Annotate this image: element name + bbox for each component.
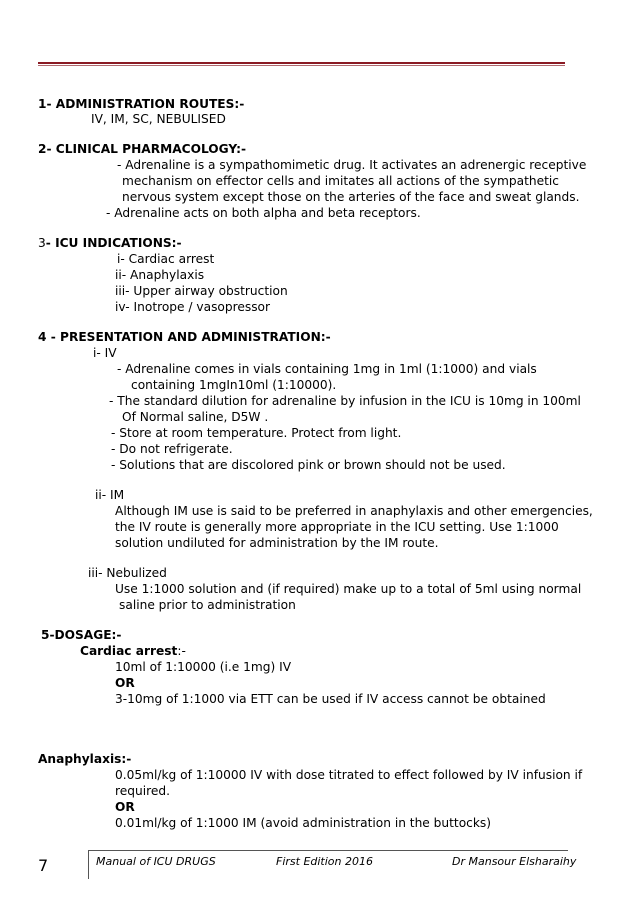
iv-line: Of Normal saline, D5W . <box>122 410 269 424</box>
header-rule-shadow <box>38 65 565 66</box>
indication-item: iii- Upper airway obstruction <box>115 284 288 298</box>
anaphylaxis-dose: 0.01ml/kg of 1:1000 IM (avoid administration in the buttocks) <box>115 816 492 830</box>
anaphylaxis-dose: 0.05ml/kg of 1:10000 IV with dose titrated to effect followed by IV infusion if <box>115 768 583 782</box>
im-line: Although IM use is said to be preferred in anaphylaxis and other emergencies, <box>115 504 593 518</box>
iv-line: - The standard dilution for adrenaline by infusion in the ICU is 10mg in 100ml <box>109 394 581 408</box>
cardiac-dose: 3-10mg of 1:1000 via ETT can be used if IV access cannot be obtained <box>115 692 546 706</box>
iv-line: - Adrenaline comes in vials containing 1mg in 1ml (1:1000) and vials <box>117 362 537 376</box>
or-label: OR <box>115 676 135 690</box>
cardiac-dose: 10ml of 1:10000 (i.e 1mg) IV <box>115 660 292 674</box>
footer-rule <box>88 850 568 851</box>
section-heading-pharmacology: 2- CLINICAL PHARMACOLOGY:- <box>38 142 247 156</box>
footer-author: Dr Mansour Elsharaihy <box>452 855 577 868</box>
indication-item: iv- Inotrope / vasopressor <box>115 300 271 314</box>
footer-edition: First Edition 2016 <box>276 855 373 868</box>
iv-line: containing 1mgIn10ml (1:10000). <box>131 378 337 392</box>
footer-divider <box>88 851 89 879</box>
pharmacology-line: - Adrenaline is a sympathomimetic drug. It activates an adrenergic receptive <box>117 158 587 172</box>
nebulized-line: Use 1:1000 solution and (if required) make up to a total of 5ml using normal <box>115 582 582 596</box>
im-line: the IV route is generally more appropriate in the ICU setting. Use 1:1000 <box>115 520 559 534</box>
page-number: 7 <box>38 856 49 875</box>
iv-line: - Do not refrigerate. <box>111 442 233 456</box>
sub-heading-iv: i- IV <box>93 346 117 360</box>
anaphylaxis-label: Anaphylaxis:- <box>38 752 132 766</box>
iv-line: - Solutions that are discolored pink or brown should not be used. <box>111 458 506 472</box>
pharmacology-line: mechanism on effector cells and imitates all actions of the sympathetic <box>122 174 559 188</box>
pharmacology-line: nervous system except those on the arteries of the face and sweat glands. <box>122 190 580 204</box>
routes-text: IV, IM, SC, NEBULISED <box>91 112 226 126</box>
iv-line: - Store at room temperature. Protect from light. <box>111 426 402 440</box>
section-heading-dosage: 5-DOSAGE:- <box>41 628 122 642</box>
nebulized-line: saline prior to administration <box>119 598 296 612</box>
sub-heading-nebulized: iii- Nebulized <box>88 566 167 580</box>
anaphylaxis-dose: required. <box>115 784 170 798</box>
sub-heading-im: ii- IM <box>95 488 125 502</box>
or-label: OR <box>115 800 135 814</box>
section-heading-routes: 1- ADMINISTRATION ROUTES:- <box>38 97 245 111</box>
cardiac-arrest-label: Cardiac arrest:- <box>80 644 186 658</box>
section-heading-presentation: 4 - PRESENTATION AND ADMINISTRATION:- <box>38 330 331 344</box>
header-rule <box>38 62 565 64</box>
footer-title: Manual of ICU DRUGS <box>96 855 216 868</box>
section-heading-indications: 3- ICU INDICATIONS:- <box>38 236 182 250</box>
pharmacology-line: - Adrenaline acts on both alpha and beta receptors. <box>106 206 421 220</box>
indication-item: i- Cardiac arrest <box>117 252 215 266</box>
indication-item: ii- Anaphylaxis <box>115 268 205 282</box>
im-line: solution undiluted for administration by the IM route. <box>115 536 439 550</box>
